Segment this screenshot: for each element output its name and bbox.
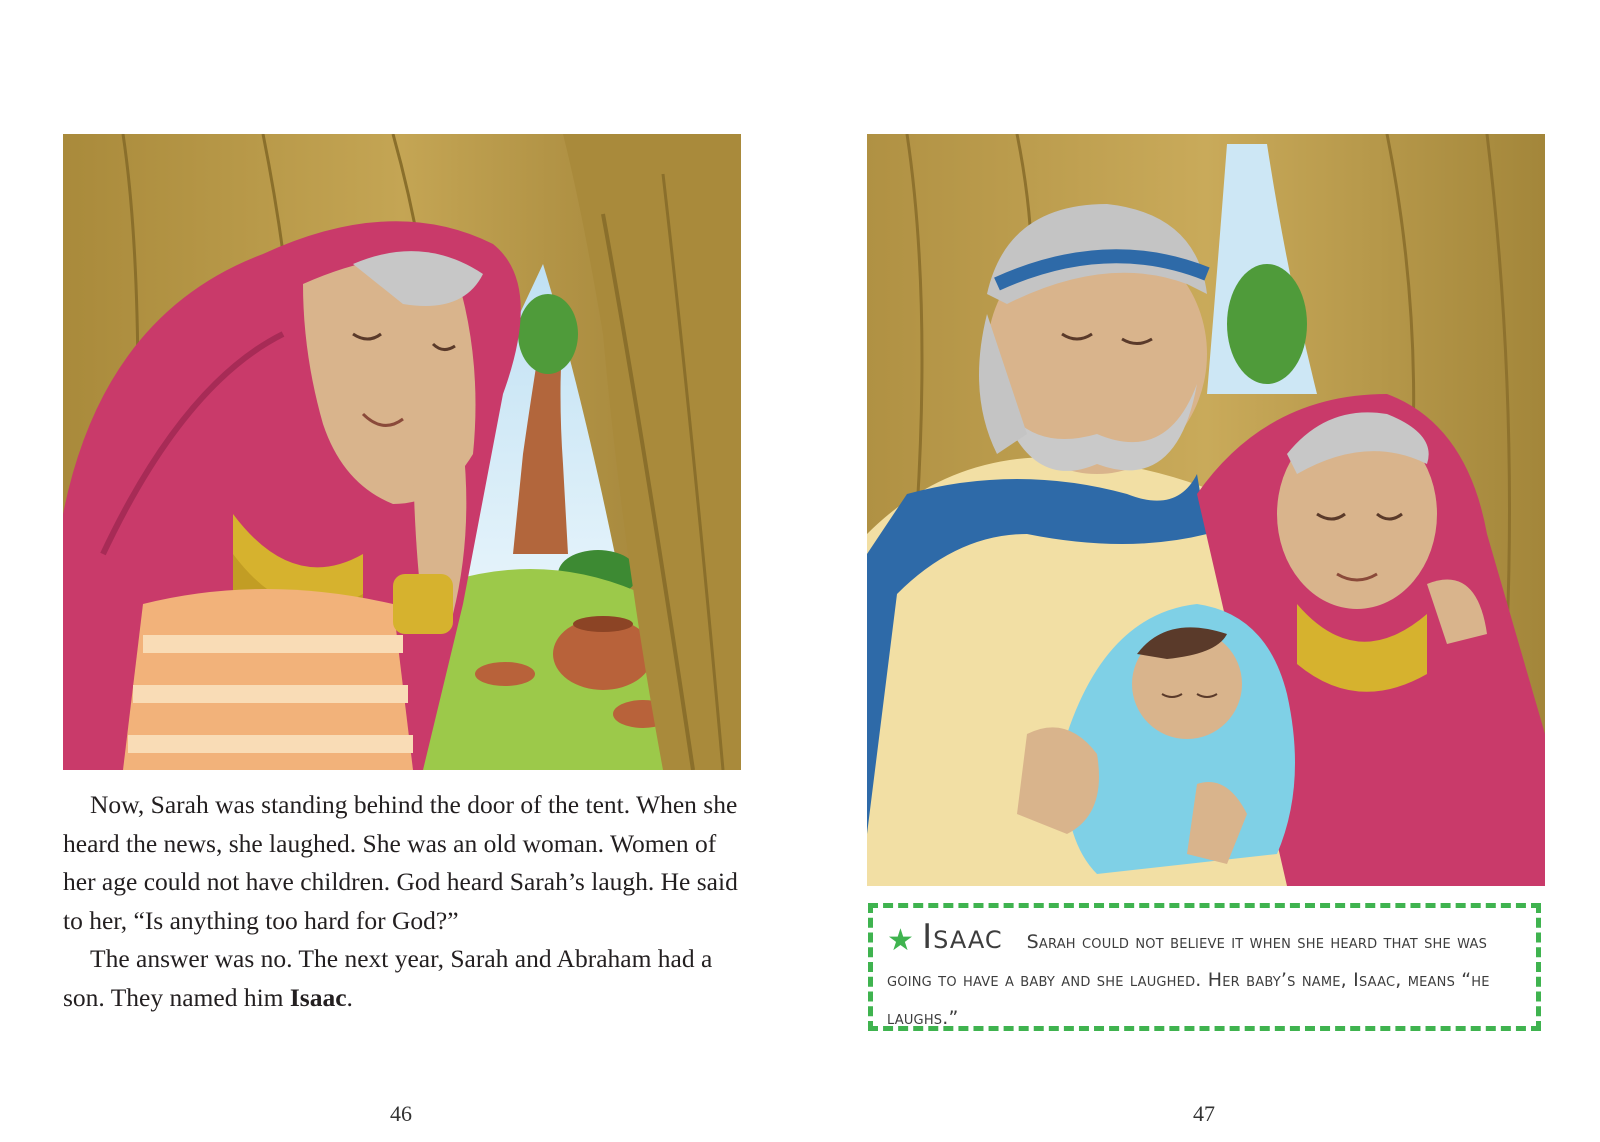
story-paragraph: Now, Sarah was standing behind the door of the tent. When she heard the news, she laughed. She was an old woman. Women of her age could not have children. God heard Sarah’s laugh. He said to her, “Is anything too hard for God?” [63, 790, 738, 935]
bold-name: Isaac [289, 982, 347, 1012]
story-paragraph [63, 940, 743, 1017]
story-text [63, 786, 743, 1017]
story-text-span: The answer was no. The next year, Sarah and Abraham had a son. They named him [63, 944, 713, 1012]
note-title: Isaac [922, 917, 1003, 957]
page-number-right: 47 [1193, 1101, 1215, 1126]
star-icon: ★ [887, 923, 915, 958]
word-note-box [868, 903, 1541, 1031]
note-body: Sarah could not believe it when she heard that she was going to have a baby and she laughed. Her baby’s name, Isaac, means “he laughs.” [887, 931, 1490, 1029]
illustration-sarah-laughing [63, 134, 741, 770]
illustration-abraham-sarah-baby [867, 134, 1545, 886]
page-number-left: 46 [390, 1101, 412, 1126]
story-text-span: . [346, 982, 353, 1012]
